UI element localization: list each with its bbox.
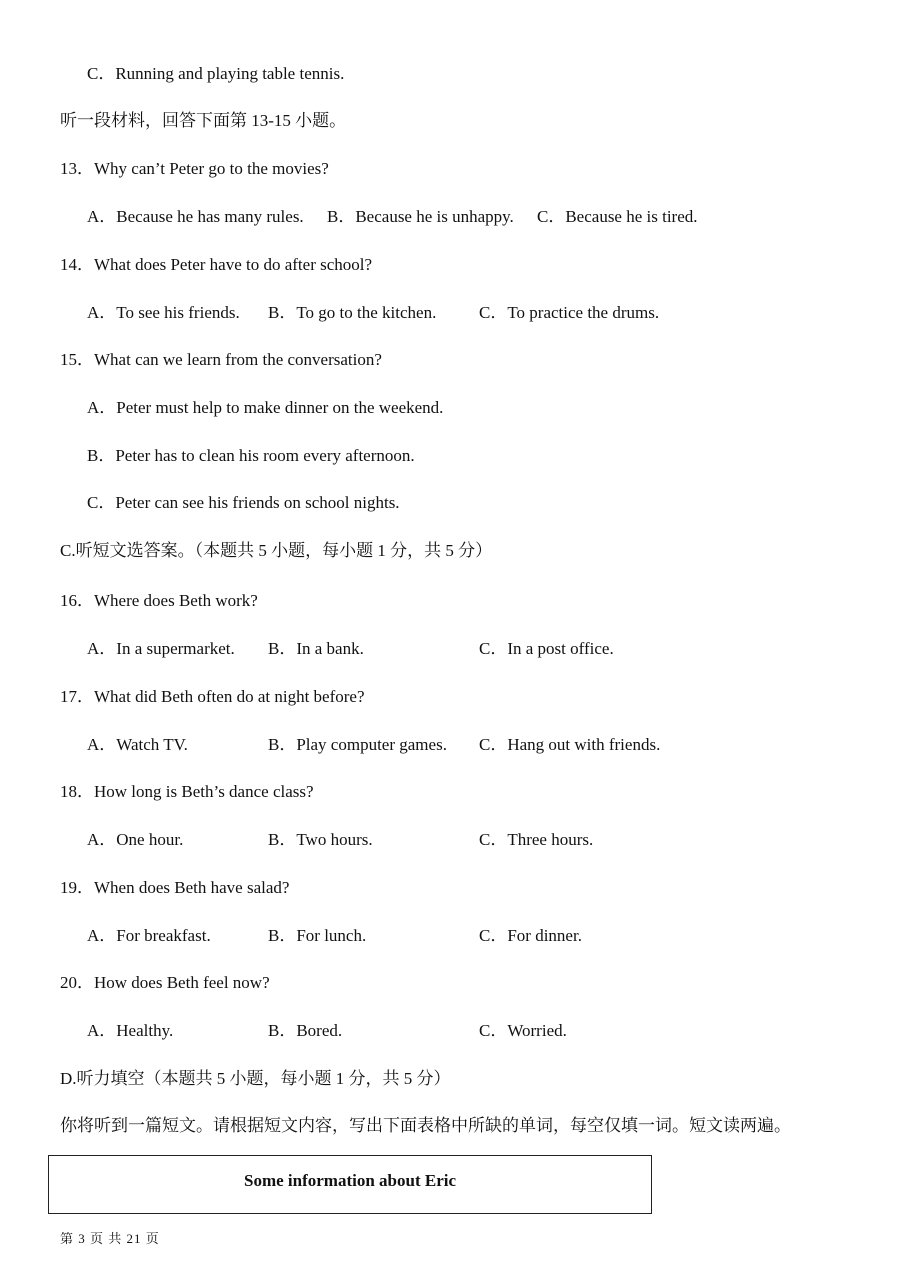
q19-option-b: B．For lunch. xyxy=(268,926,367,945)
question-19: 19．When does Beth have salad? xyxy=(60,878,290,897)
question-18: 18．How long is Beth’s dance class? xyxy=(60,782,314,801)
q18-option-b: B．Two hours. xyxy=(268,830,373,849)
q15-option-b: B．Peter has to clean his room every afternoon. xyxy=(87,446,415,465)
q18-option-c: C．Three hours. xyxy=(479,830,594,849)
q13-option-c: C．Because he is tired. xyxy=(537,207,698,226)
info-table xyxy=(48,1155,652,1214)
q18-option-a: A．One hour. xyxy=(87,830,184,849)
q20-option-b: B．Bored. xyxy=(268,1021,343,1040)
section-instruction-13-15: 听一段材料，回答下面第 13-15 小题。 xyxy=(60,111,347,130)
q15-option-c: C．Peter can see his friends on school nights. xyxy=(87,493,400,512)
q20-option-c: C．Worried. xyxy=(479,1021,567,1040)
q12-option-c: C．Running and playing table tennis. xyxy=(87,64,345,83)
question-16: 16．Where does Beth work? xyxy=(60,591,258,610)
q16-option-a: A．In a supermarket. xyxy=(87,639,235,658)
q17-option-a: A．Watch TV. xyxy=(87,735,188,754)
q13-option-b: B．Because he is unhappy. xyxy=(327,207,514,226)
question-15: 15．What can we learn from the conversation? xyxy=(60,350,382,369)
question-14: 14．What does Peter have to do after school? xyxy=(60,255,373,274)
q14-option-a: A．To see his friends. xyxy=(87,303,240,322)
q13-option-a: A．Because he has many rules. xyxy=(87,207,304,226)
question-13: 13．Why can’t Peter go to the movies? xyxy=(60,159,329,178)
q19-option-c: C．For dinner. xyxy=(479,926,582,945)
q16-option-b: B．In a bank. xyxy=(268,639,364,658)
q17-option-b: B．Play computer games. xyxy=(268,735,447,754)
q19-option-a: A．For breakfast. xyxy=(87,926,211,945)
section-c-heading: C.听短文选答案。（本题共 5 小题，每小题 1 分，共 5 分） xyxy=(60,541,493,560)
q16-option-c: C．In a post office. xyxy=(479,639,614,658)
section-d-instruction: 你将听到一篇短文。请根据短文内容，写出下面表格中所缺的单词，每空仅填一词。短文读两遍。 xyxy=(60,1116,791,1135)
question-17: 17．What did Beth often do at night before? xyxy=(60,687,365,706)
q17-option-c: C．Hang out with friends. xyxy=(479,735,661,754)
section-d-heading: D.听力填空（本题共 5 小题，每小题 1 分，共 5 分） xyxy=(60,1069,451,1088)
q14-option-b: B．To go to the kitchen. xyxy=(268,303,437,322)
page-footer: 第 3 页 共 21 页 xyxy=(60,1231,160,1246)
q14-option-c: C．To practice the drums. xyxy=(479,303,660,322)
q15-option-a: A．Peter must help to make dinner on the weekend. xyxy=(87,398,444,417)
q20-option-a: A．Healthy. xyxy=(87,1021,174,1040)
question-20: 20．How does Beth feel now? xyxy=(60,973,270,992)
table-title: Some information about Eric xyxy=(243,1171,457,1190)
